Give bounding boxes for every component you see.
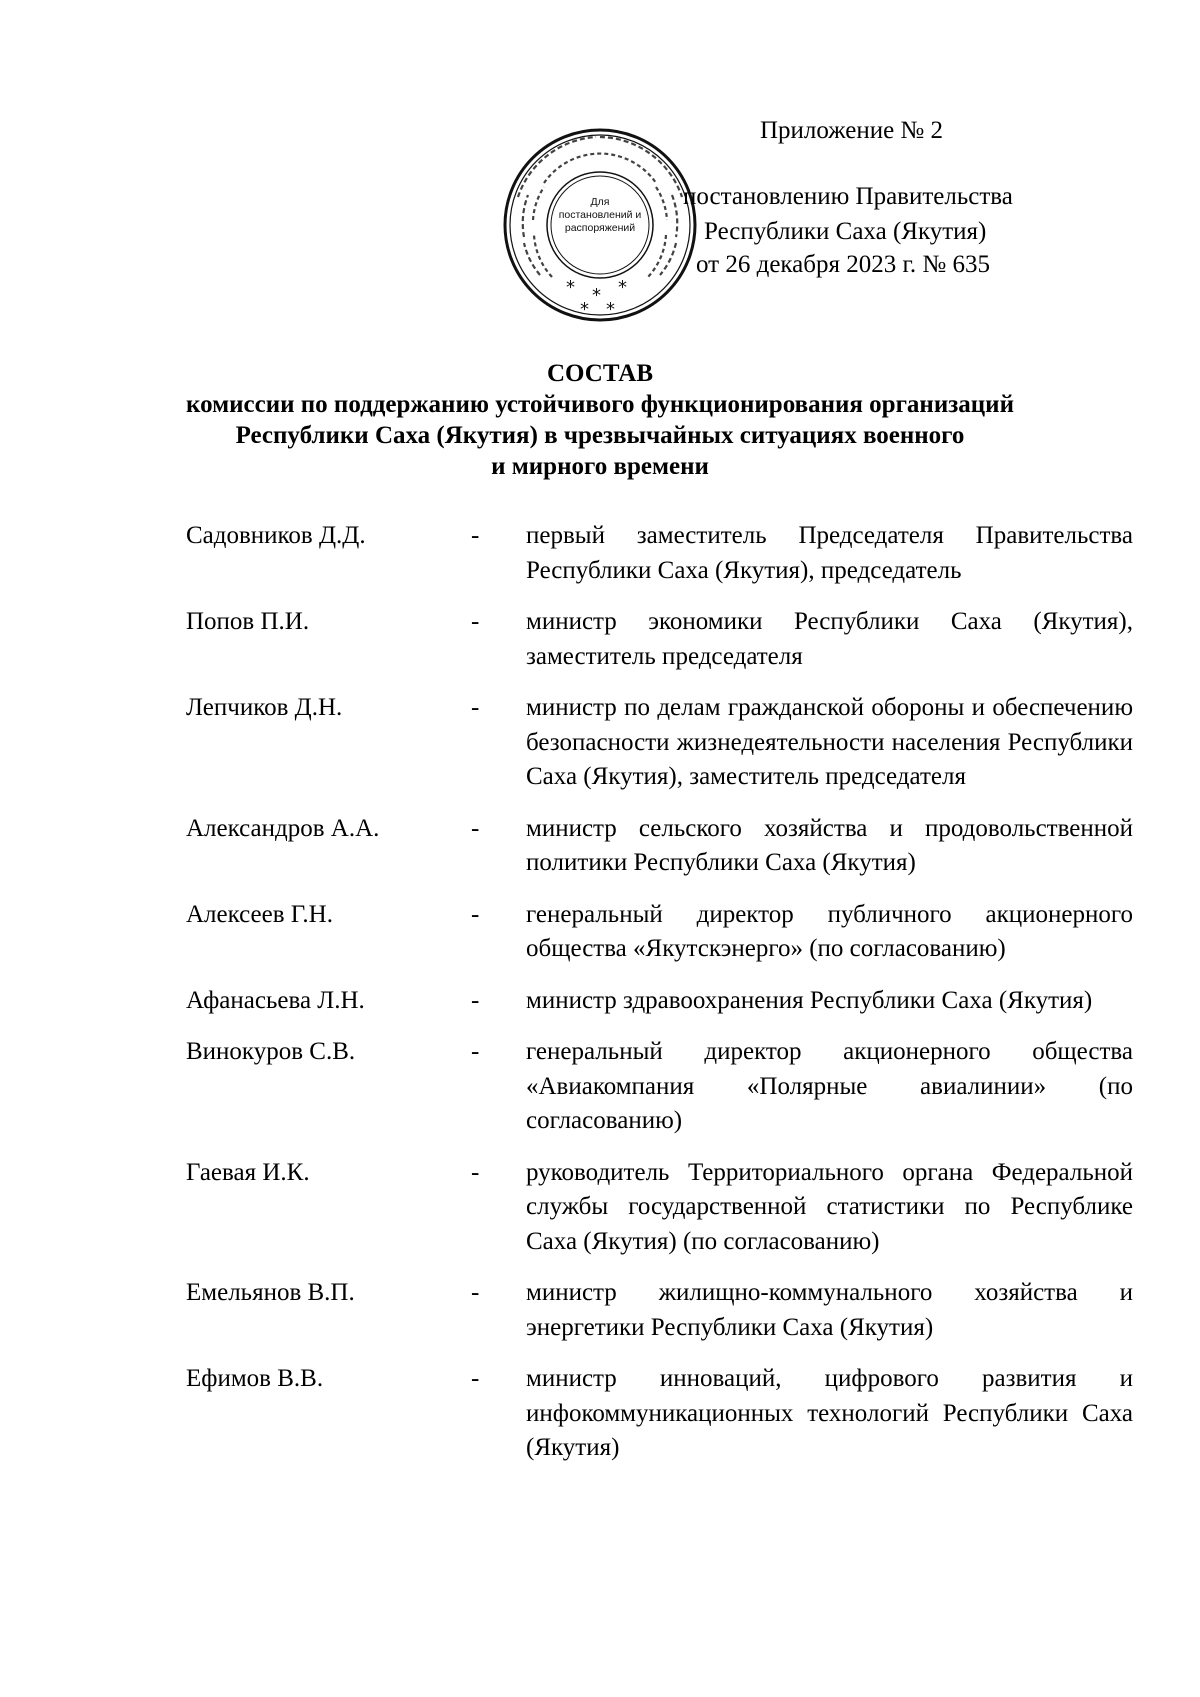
member-row — [186, 984, 1133, 1019]
member-dash: - — [471, 1365, 480, 1392]
document-subtitle — [130, 389, 1070, 482]
member-dash: - — [471, 1279, 480, 1306]
svg-text:*: * — [566, 277, 575, 298]
member-name: Гаевая И.К. — [186, 1158, 310, 1186]
member-name: Афанасьева Л.Н. — [186, 986, 365, 1014]
member-row — [186, 519, 1133, 588]
official-seal — [500, 125, 700, 325]
seal-line: распоряжений — [564, 222, 636, 234]
member-dash: - — [471, 608, 480, 635]
member-dash: - — [471, 814, 480, 842]
member-row — [186, 812, 1133, 881]
member-name: Попов П.И. — [186, 608, 310, 635]
annex-number: Приложение № 2 — [760, 117, 944, 144]
decree-republic: Республики Саха (Якутия) — [704, 218, 987, 245]
decree-date-number: от 26 декабря 2023 г. № 635 — [696, 251, 991, 278]
member-name: Александров А.А. — [186, 814, 380, 842]
member-name: Ефимов В.В. — [186, 1365, 324, 1392]
member-role: министр инноваций, цифрового развития и инфокоммуникационных технологий Республики Саха (Якутия) — [526, 1365, 1133, 1461]
member-row — [186, 691, 1133, 795]
member-row — [186, 898, 1133, 967]
decree-reference: постановлению Правительства — [683, 183, 1013, 210]
subtitle-line: Республики Саха (Якутия) в чрезвычайных ситуациях военного — [235, 422, 965, 449]
commission-members-list — [186, 519, 1133, 1483]
member-role: министр экономики Республики Саха (Якутия), заместитель председателя — [526, 608, 1133, 670]
member-name: Емельянов В.П. — [186, 1279, 355, 1306]
seal-center-text — [550, 196, 650, 235]
seal-line: Для — [590, 196, 610, 208]
member-dash: - — [471, 986, 480, 1014]
svg-text:*: * — [618, 277, 627, 298]
member-row — [186, 1362, 1133, 1466]
member-role: министр сельского хозяйства и продовольственной политики Республики Саха (Якутия) — [526, 814, 1133, 876]
member-row — [186, 605, 1133, 674]
member-dash: - — [471, 522, 480, 549]
member-role: министр по делам гражданской обороны и обеспечению безопасности жизнедеятельности населения Республики Саха (Якутия), заместитель председателя — [526, 694, 1133, 790]
member-row — [186, 1156, 1133, 1260]
member-row — [186, 1276, 1133, 1345]
member-role: генеральный директор акционерного общества «Авиакомпания «Полярные авиалинии» (по согласованию) — [526, 1038, 1133, 1134]
member-role: министр здравоохранения Республики Саха (Якутия) — [526, 986, 1093, 1014]
svg-text:*: * — [592, 285, 601, 306]
member-name: Винокуров С.В. — [186, 1038, 356, 1065]
member-dash: - — [471, 1158, 480, 1186]
member-dash: - — [471, 1038, 480, 1065]
svg-text:*: * — [606, 299, 615, 320]
subtitle-line: комиссии по поддержанию устойчивого функционирования организаций — [186, 391, 1014, 418]
member-role: министр жилищно-коммунального хозяйства и энергетики Республики Саха (Якутия) — [526, 1279, 1133, 1341]
member-name: Алексеев Г.Н. — [186, 900, 333, 928]
seal-line: постановлений и — [558, 209, 642, 221]
svg-text:*: * — [580, 299, 589, 320]
member-dash: - — [471, 694, 480, 721]
member-name: Садовников Д.Д. — [186, 522, 366, 549]
member-role: генеральный директор публичного акционерного общества «Якутскэнерго» (по согласованию) — [526, 900, 1133, 962]
member-row — [186, 1035, 1133, 1139]
member-dash: - — [471, 900, 480, 928]
member-role: руководитель Территориального органа Федеральной службы государственной статистики по Республике Саха (Якутия) (по согласованию) — [526, 1158, 1133, 1255]
document-title: СОСТАВ — [546, 360, 654, 387]
subtitle-line: и мирного времени — [491, 453, 709, 480]
member-name: Лепчиков Д.Н. — [186, 694, 343, 721]
member-role: первый заместитель Председателя Правительства Республики Саха (Якутия), председатель — [526, 522, 1133, 584]
